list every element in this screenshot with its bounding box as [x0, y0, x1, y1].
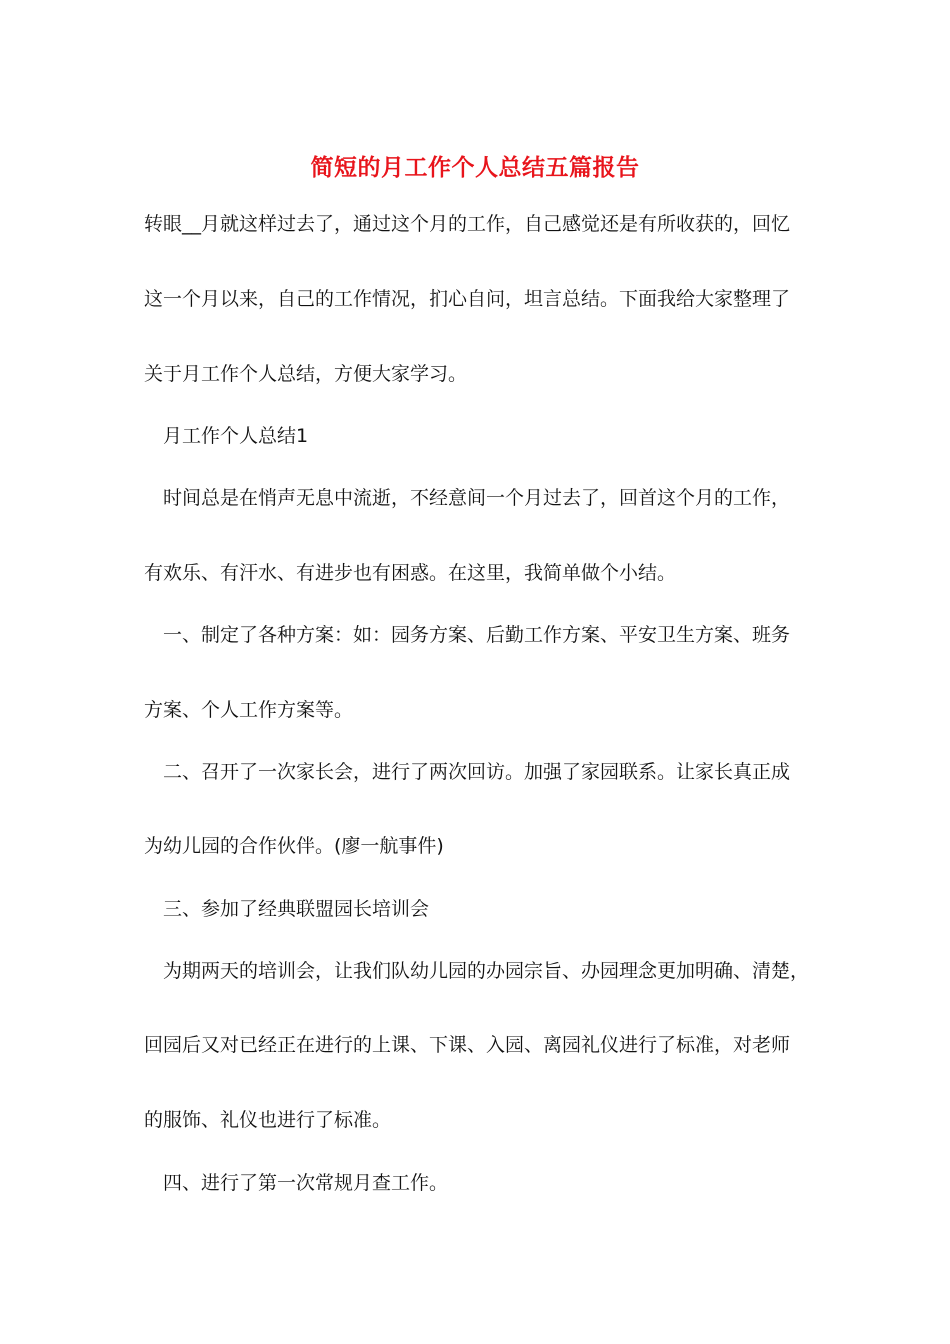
paragraph-line: 关于月工作个人总结，方便大家学习。	[144, 363, 468, 385]
paragraph-line: 为期两天的培训会，让我们队幼儿园的办园宗旨、办园理念更加明确、清楚，	[163, 960, 810, 982]
paragraph-line: 一、制定了各种方案：如：园务方案、后勤工作方案、平安卫生方案、班务	[163, 624, 791, 646]
paragraph-line: 二、召开了一次家长会，进行了两次回访。加强了家园联系。让家长真正成	[163, 761, 791, 783]
paragraph-line: 时间总是在悄声无息中流逝，不经意间一个月过去了，回首这个月的工作，	[163, 487, 791, 509]
paragraph-line: 回园后又对已经正在进行的上课、下课、入园、离园礼仪进行了标准，对老师	[144, 1034, 791, 1056]
paragraph-line: 有欢乐、有汗水、有进步也有困惑。在这里，我简单做个小结。	[144, 562, 677, 584]
paragraph-line: 四、进行了第一次常规月查工作。	[163, 1172, 449, 1194]
paragraph-line: 方案、个人工作方案等。	[144, 699, 354, 721]
paragraph-line: 为幼儿园的合作伙伴。(廖一航事件)	[144, 835, 444, 857]
document-title: 简短的月工作个人总结五篇报告	[310, 154, 640, 181]
section-heading: 月工作个人总结1	[163, 425, 309, 447]
paragraph-line: 转眼__月就这样过去了，通过这个月的工作，自己感觉还是有所收获的，回忆	[144, 213, 791, 235]
paragraph-line: 这一个月以来，自己的工作情况，扪心自问，坦言总结。下面我给大家整理了	[144, 288, 791, 310]
paragraph-line: 的服饰、礼仪也进行了标准。	[144, 1109, 392, 1131]
paragraph-line: 三、参加了经典联盟园长培训会	[163, 898, 430, 920]
